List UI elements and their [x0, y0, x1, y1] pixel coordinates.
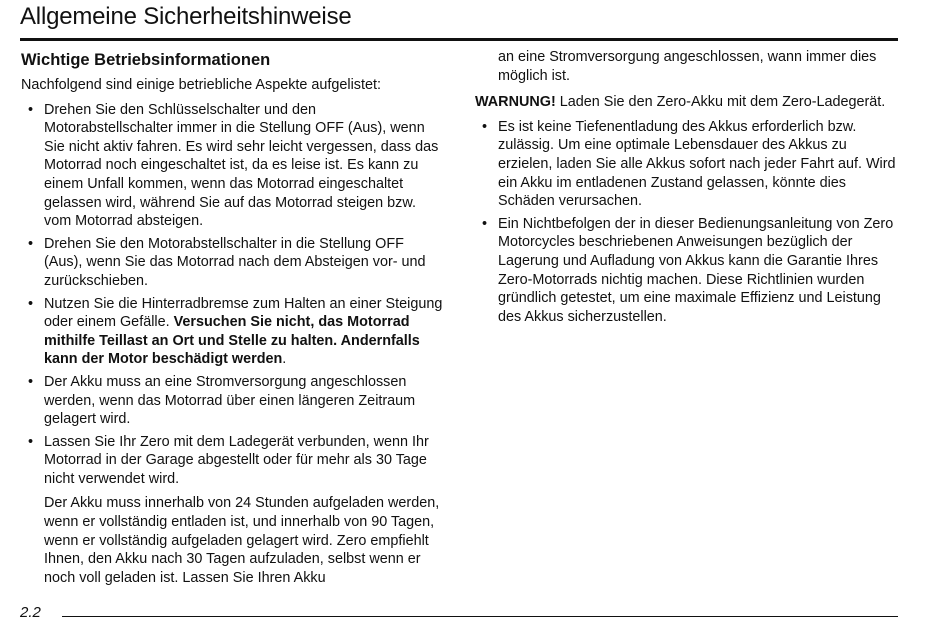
- list-item: [21, 373, 446, 429]
- section-heading: Wichtige Betriebsinformationen: [21, 51, 271, 69]
- list-item: [21, 433, 446, 489]
- list-item-text: Der Akku muss an eine Stromversorgung angeschlossen werden, wenn das Motorrad über einen längeren Zeitraum gelagert wird.: [44, 373, 416, 428]
- bullet-icon: •: [28, 235, 34, 252]
- left-column: [21, 46, 446, 587]
- page-title: Allgemeine Sicherheitshinweise: [20, 3, 352, 30]
- list-item-text: Nutzen Sie die Hinterradbremse zum Halten an einer Steigung oder einem Gefälle.: [44, 295, 443, 331]
- page-number: 2.2: [20, 604, 41, 621]
- bullet-icon: •: [482, 215, 488, 232]
- continued-text: an eine Stromversorgung angeschlossen, wann immer dies möglich ist.: [498, 49, 877, 84]
- list-item-end: .: [282, 351, 287, 368]
- page-header: [20, 0, 898, 41]
- warning-label: WARNUNG!: [475, 94, 556, 111]
- list-item-text: Ein Nichtbefolgen der in dieser Bedienungsanleitung von Zero Motorcycles beschriebenen Anweisungen bezüglich der Lagerung und Aufladung von Akkus kann die Garantie Ihres Zero-Motorrads nichtig machen. Diese Richtlinien wurden gründlich getestet, um eine maximale Effizienz und Leistung des Akkus sicherzustellen.: [498, 215, 894, 325]
- intro-text: Nachfolgend sind einige betriebliche Aspekte aufgelistet:: [21, 77, 382, 93]
- warning-text: Laden Sie den Zero-Akku mit dem Zero-Ladegerät.: [555, 94, 886, 111]
- operating-info-list: [21, 101, 446, 489]
- right-column: [475, 48, 900, 330]
- footer-divider: [62, 616, 898, 617]
- list-item-text: Es ist keine Tiefenentladung des Akkus erforderlich bzw. zulässig. Um eine optimale Lebensdauer des Akkus zu erzielen, laden Sie alle Akkus sofort nach jeder Fahrt auf. Wird ein Akku im entladenen Zustand gelassen, könnte dies Schäden verursachen.: [498, 118, 896, 210]
- warning-paragraph: [475, 93, 900, 112]
- battery-info-list: [475, 118, 900, 327]
- list-item: [21, 101, 446, 231]
- list-item: [475, 118, 900, 211]
- list-item: [21, 295, 446, 369]
- list-item-emphasis: Versuchen Sie nicht, das Motorrad mithilfe Teillast an Ort und Stelle zu halten. Andernfalls kann der Motor beschädigt werden: [44, 314, 420, 368]
- list-item-text: Lassen Sie Ihr Zero mit dem Ladegerät verbunden, wenn Ihr Motorrad in der Garage abgestellt oder für mehr als 30 Tage nicht verwendet wird.: [44, 433, 429, 487]
- bullet-icon: •: [28, 101, 34, 118]
- bullet-icon: •: [28, 433, 34, 450]
- bullet-icon: •: [28, 373, 34, 390]
- list-item: [21, 235, 446, 291]
- bullet-icon: •: [28, 295, 34, 312]
- list-item-subparagraph: Der Akku muss innerhalb von 24 Stunden aufgeladen werden, wenn er vollständig entladen ist, und innerhalb von 90 Tagen, wenn er vollständig aufgeladen gelagert wird. Zero empfiehlt Ihnen, den Akku nach 30 Tagen aufzuladen, selbst wenn er noch voll geladen ist. Lassen Sie Ihren Akku: [44, 495, 440, 586]
- list-item-text: Drehen Sie den Motorabstellschalter in die Stellung OFF (Aus), wenn Sie das Motorrad nach dem Absteigen vor- und zurückschieben.: [44, 235, 426, 289]
- bullet-icon: •: [482, 118, 488, 135]
- list-item: [475, 215, 900, 327]
- list-item-text: Drehen Sie den Schlüsselschalter und den Motorabstellschalter immer in die Stellung OFF (Aus), wenn Sie nicht aktiv fahren. Es wird sehr leicht vergessen, dass das Motorrad noch eingeschaltet ist, da es leise ist. Es kann zu einem Unfall kommen, wenn das Motorrad eingeschaltet gelassen wird, während Sie auf das Motorrad steigen bzw. vom Motorrad absteigen.: [44, 101, 439, 230]
